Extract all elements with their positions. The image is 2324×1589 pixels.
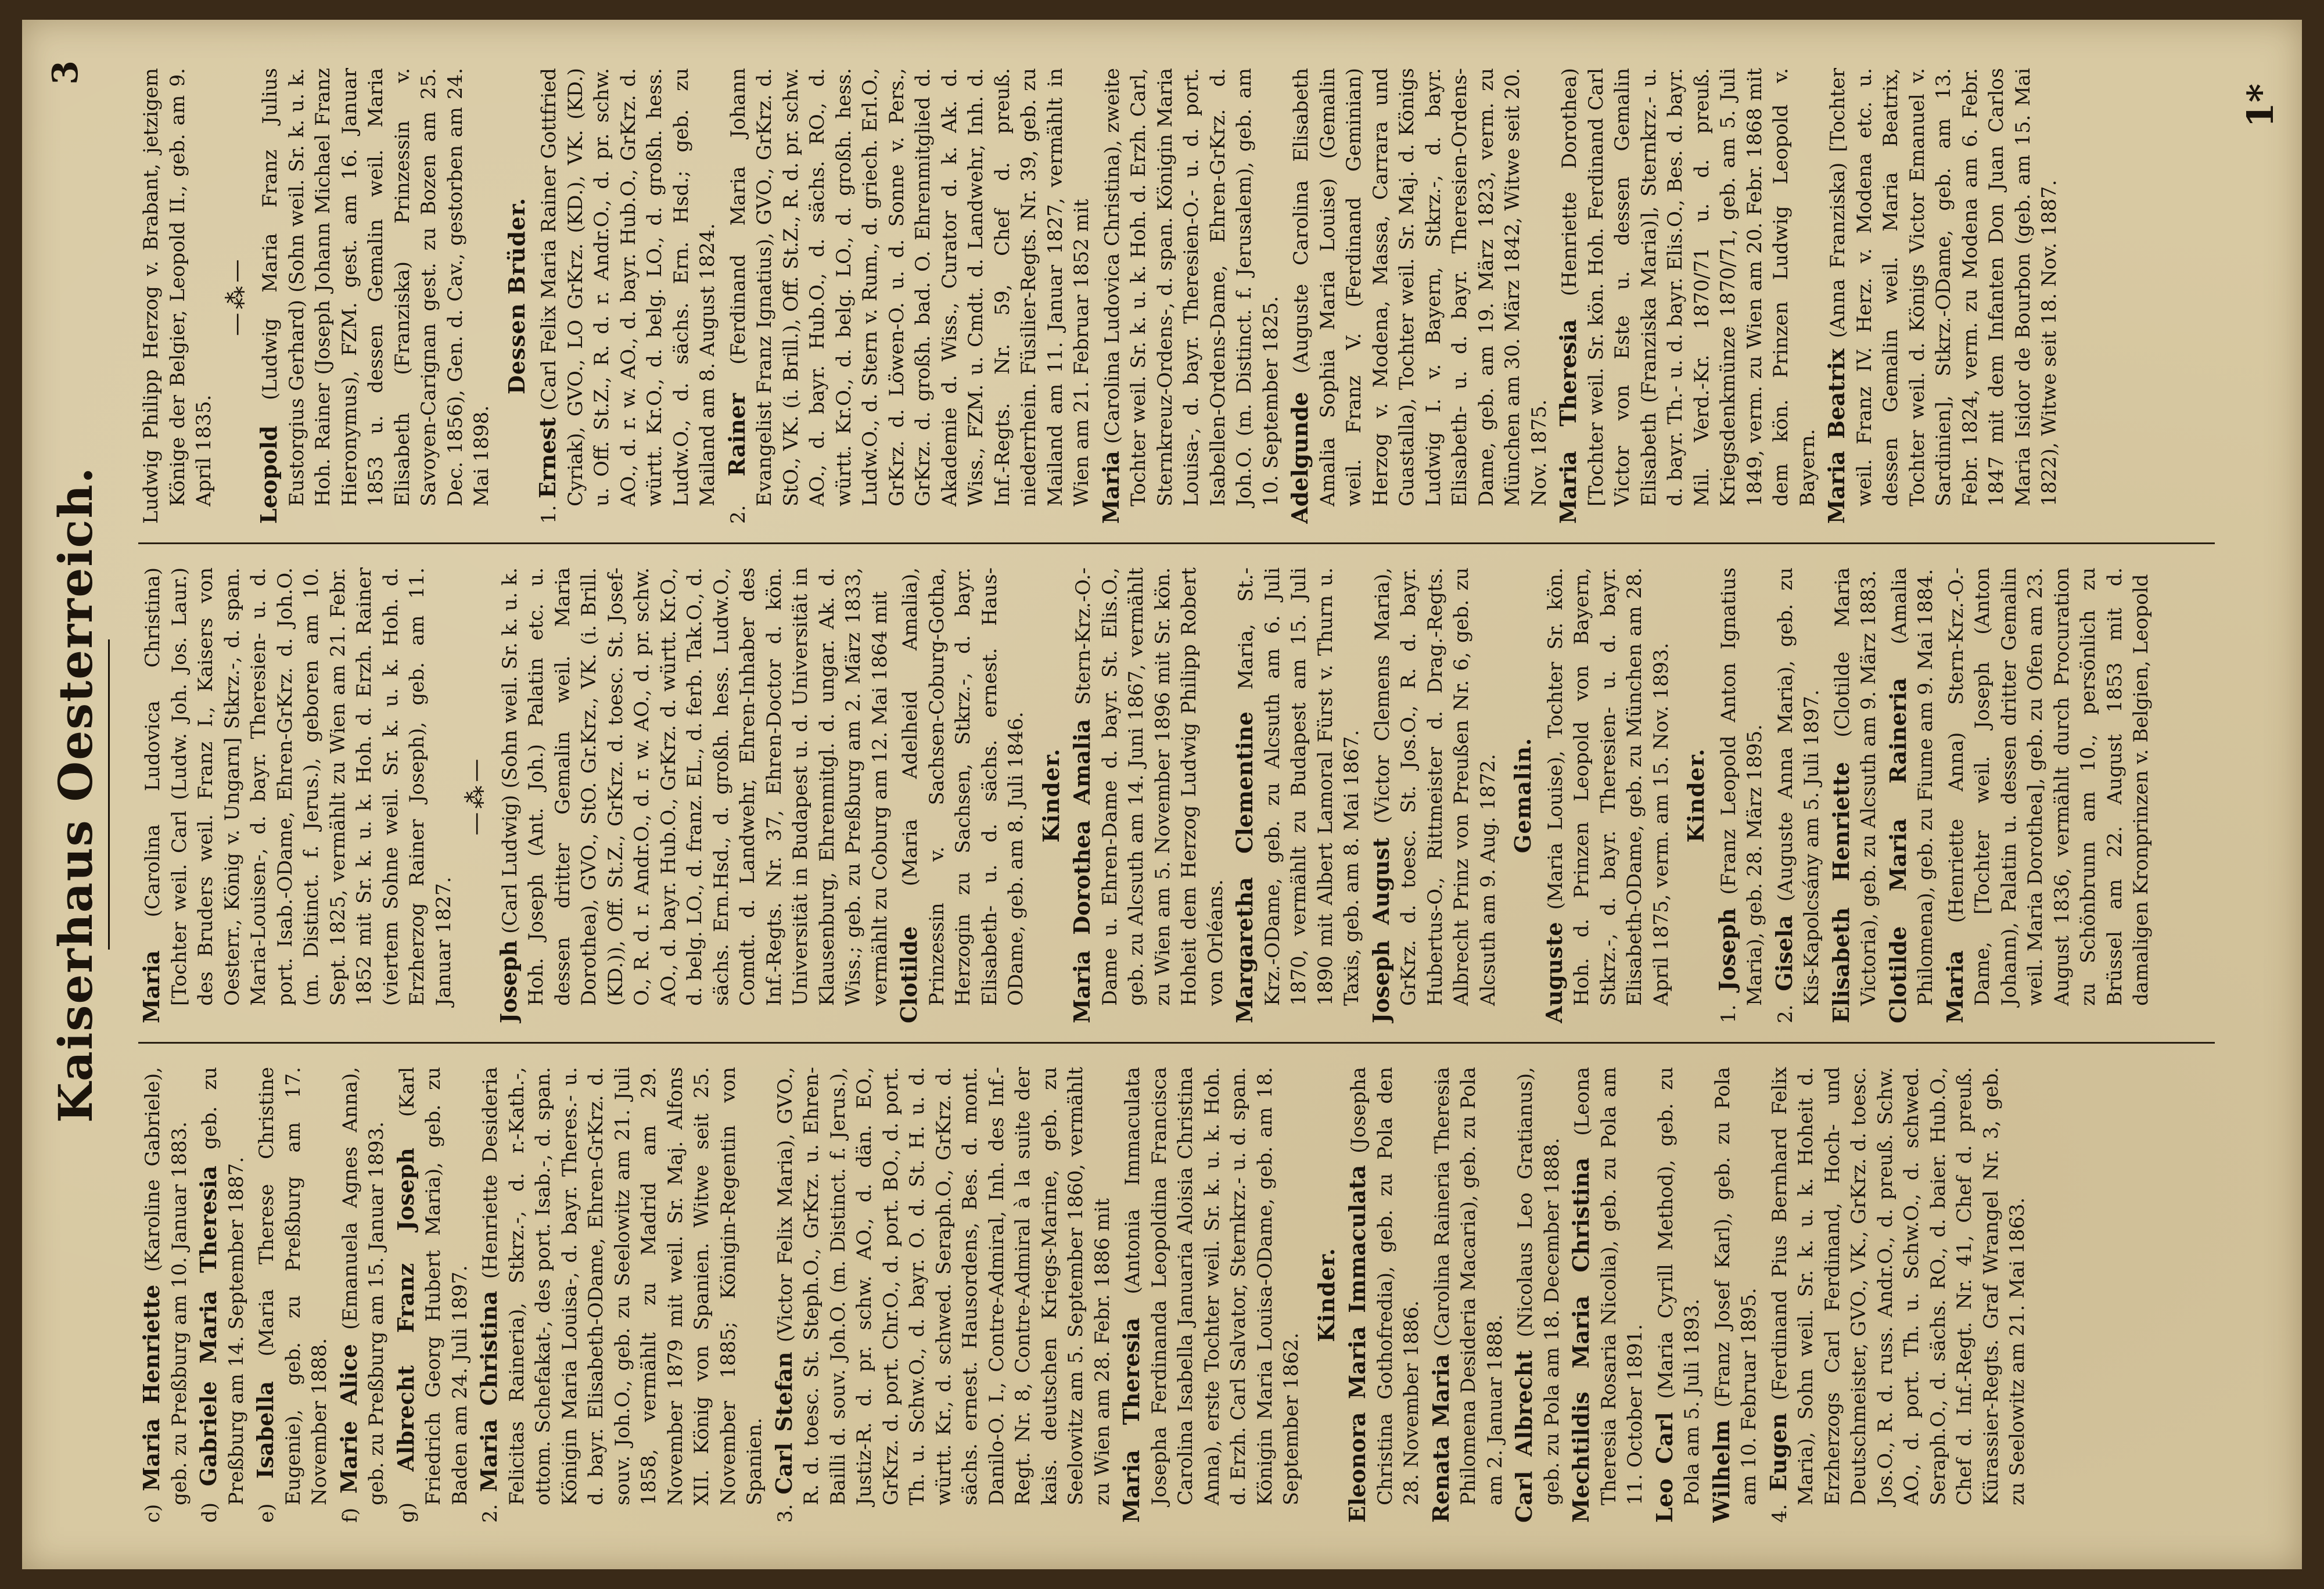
entry-text: Stern-Krz.-O.-Dame u. Ehren-Dame d. bayr. St. Elis.O., geb. zu Alcsuth am 14. Juni 1867, vermählt zu Wien am 5. November 1896 mit Sr. kön. Hoheit dem Herzog Ludwig Philipp Robert von Orléans. [1072, 567, 1227, 1006]
entry-text: (Carl Ludwig) (Sohn weil. Sr. k. u. k. Hoh. Joseph (Ant. Joh.) Palatin etc. u. dessen dritter Gemalin weil. Maria Dorothea), GVO., StO. Gr.Krz., VK. (i. Brill. (KD.)), Off. St.Z., GrKrz. d. toesc. St. Josef-O., R. d. r. Andr.O., d. r. w. AO., d. pr. schw. AO., d. bayr. Hub.O., GrKrz. d. württ. Kr.O., d. belg. LO., d. franz. EL., d. ferb. Tak.O., d. sächs. Ern.Hsd., d. großh. hess. Ludw.O., Comdt. d. Landwehr, Ehren-Inhaber des Inf.-Regts. Nr. 37, Ehren-Doctor d. kön. Universität in Budapest u. d. Universität in Klausenburg, Ehrenmitgl. d. ungar. Ak. d. Wiss.; geb. zu Preßburg am 2. März 1833, vermählt zu Coburg am 12. Mai 1864 mit [498, 567, 892, 1006]
entry-text: (Leona Theresia Rosaria Nicolia), geb. zu Pola am 11. October 1891. [1571, 1067, 1647, 1505]
entry-name: Renata Maria [1427, 1354, 1454, 1523]
page-title: Kaiserhaus Oesterreich. [48, 466, 103, 1123]
signature-mark: 1* [2239, 84, 2282, 128]
entry-name: Eugen [1765, 1412, 1791, 1491]
entry-text: (Karoline Gabriele), geb. zu Preßburg am 10. Januar 1883. [141, 1067, 191, 1505]
genealogy-entry [1714, 567, 1769, 1023]
section-heading: Kinder. [1037, 748, 1064, 843]
entry-name: Maria Dorothea Amalia [1069, 718, 1095, 1023]
entry-text: (Antonia Immaculata Josepha Ferdinanda Leopoldina Francisca Carolina Isabella Januaria Aloisia Christina Anna), erste Tochter weil. Sr. k. u. k. Hoh. d. Erzh. Carl Salvator, Sternkrz.- u. d. span. Königin Maria Louisa-ODame, geb. am 18. September 1862. [1121, 1067, 1303, 1505]
entry-prefix: f) [338, 1508, 362, 1523]
entry-text: (Josepha Christina Gothofredia), geb. zu Pola den 28. November 1886. [1347, 1067, 1423, 1505]
entry-text: (Maria Adelheid Amalia), Prinzessin v. Sachsen-Coburg-Gotha, Herzogin zu Sachsen, Stkrz.-, d. bayr. Elisabeth- u. d. sächs. ernest. Haus-ODame, geb. am 8. Juli 1846. [899, 567, 1028, 1006]
entry-text: (Ferdinand Maria Johann Evangelist Franz Ignatius), GVO., GrKrz. d. StO., VK. (i. Brill.), Off. St.Z., R. d. pr. schw. AO., d. bayr. Hub.O., d. sächs. RO., d. württ. Kr.O., d. belg. LO., d. großh. hess. Ludw.O., d. Stern v. Rum., d. griech. Erl.O., GrKrz. d. Löwen-O. u. d. Sonne v. Pers., GrKrz. d. großh. bad. O. Ehrenmitglied d. Akademie d. Wiss., Curator d. k. Ak. d. Wiss., FZM. u. Cmdt. d. Landwehr, Inh. d. Inf.-Regts. Nr. 59, Chef d. preuß. niederrhein. Füsilier-Regts. Nr. 39, geb. zu Mailand am 11. Januar 1827, vermählt in Wien am 21. Februar 1852 mit [726, 68, 1093, 506]
entry-prefix: g) [395, 1502, 419, 1523]
genealogy-entry [336, 1067, 390, 1523]
genealogy-entry [138, 567, 457, 1023]
genealogy-entry [495, 567, 894, 1023]
genealogy-entry [1511, 1067, 1565, 1523]
entry-text: (Victor Felix Maria), GVO., R. d. toesc. St. Steph.O., GrKrz. u. Ehren-Bailli d. souv. Joh.O. (m. Distinct. f. Jerus.), Justiz-R. d. pr. schw. AO., d. dän. EO., GrKrz. d. port. Chr.O., d. port. BO., d. port. Th. u. Schw.O., d. bayr. O. d. St. H. u. d. württ. Kr., d. schwed. Seraph.O., GrKrz. d. sächs. ernest. Hausordens, Bes. d. mont. Danilo-O. I., Contre-Admiral, Inh. des Inf.-Regt. Nr. 8, Contre-Admiral à la suite der kais. deutschen Kriegs-Marine, geb. zu Seelowitz am 5. September 1860, vermählt zu Wien am 28. Febr. 1886 mit [773, 1067, 1114, 1505]
section-heading: Dessen Brüder. [503, 197, 530, 395]
section-heading: Gemalin. [1510, 737, 1536, 854]
entry-name: Carl Albrecht [1511, 1350, 1537, 1523]
entry-text: (Nicolaus Leo Gratianus), geb. zu Pola am 18. December 1888. [1514, 1067, 1564, 1505]
entry-text: (Carolina Ludovica Christina), zweite Tochter weil. Sr. k. u. k. Hoh. d. Erzh. Carl, Sternkreuz-Ordens-, d. span. Königin Maria Louisa-, d. bayr. Theresien-O.- u. d. port. Isabellen-Ordens-Dame, Ehren-GrKrz. d. Joh.O. (m. Distinct. f. Jerusalem), geb. am 10. September 1825. [1100, 68, 1283, 506]
entry-name: Leo Carl [1651, 1412, 1678, 1523]
ornament-divider: —⁂— [222, 256, 250, 336]
entry-text: (Carolina Raineria Theresia Philomena Desideria Macaria), geb. zu Pola am 2. Januar 1888. [1430, 1067, 1507, 1505]
genealogy-entry [1828, 567, 1883, 1023]
entry-prefix: 1. [537, 505, 561, 524]
entry-name: Isabella [252, 1381, 278, 1479]
entry-name: Maria [138, 950, 164, 1023]
entry-name: Joseph August [1367, 837, 1394, 1023]
entry-text: (Victor Clemens Maria), GrKrz. d. toesc. St. Jos.O., R. d. bayr. Hubertus-O., Rittmeister d. Drag.-Regts. Albrecht Prinz von Preußen Nr. 6, geb. zu Alcsuth am 9. Aug. 1872. [1370, 567, 1500, 1006]
genealogy-entry [534, 68, 721, 524]
entry-prefix: e) [255, 1503, 278, 1523]
entry-text: (Auguste Anna Maria), geb. zu Kis-Kapolcsány am 5. Juli 1897. [1773, 567, 1823, 1006]
entry-name: Maria Theresia [1118, 1317, 1144, 1523]
genealogy-entry [138, 68, 218, 524]
genealogy-entry [195, 1067, 250, 1523]
entry-text: (Anna Franziska) [Tochter weil. Franz IV. Herz. v. Modena etc. u. dessen Gemalin weil. Maria Beatrix, Tochter weil. d. Königs Victor Emanuel v. Sardinien], Stkrz.-ODame, geb. am 13. Febr. 1824, verm. zu Modena am 6. Febr. 1847 mit dem Infanten Don Juan Carlos Maria Isidor de Bourbon (geb. am 15. Mai 1822), Witwe seit 18. Nov. 1887. [1826, 68, 2061, 506]
entry-name: Maria Christina [476, 1290, 502, 1493]
section-heading: Kinder. [1683, 748, 1709, 843]
entry-text: Ludwig Philipp Herzog v. Brabant, jetzigem Könige der Belgier, Leopold II., geb. am 9. April 1835. [139, 68, 215, 524]
entry-prefix: 3. [773, 1504, 797, 1523]
entry-name: Eleonora Maria Immaculata [1344, 1164, 1370, 1523]
entry-prefix: c) [141, 1504, 164, 1523]
entry-text: geb. zu Preßburg am 14. September 1887. [198, 1067, 248, 1505]
section-heading: Kinder. [1313, 1248, 1339, 1342]
entry-name: Maria [1941, 950, 1968, 1023]
entry-text: (Ferdinand Pius Bernhard Felix Maria), Sohn weil. Sr. k. u. k. Hoheit d. Erzherzogs Carl Ferdinand, Hoch- und Deutschmeister, GVO., VK., GrKrz. d. toesc. Jos.O., R. d. russ. Andr.O., d. preuß. Schw. AO., d. port. Th. u. Schw.O., d. schwed. Seraph.O., d. sächs. RO., d. baier. Hub.O., Chef d. Inf.-Regt. Nr. 41, Chef d. preuß. Kürassier-Regts. Graf Wrangel Nr. 3, geb. zu Seelowitz am 21. Mai 1863. [1768, 1067, 2029, 1505]
entry-prefix: 2. [1773, 1004, 1797, 1023]
entry-name: Maria Beatrix [1823, 348, 1849, 524]
genealogy-entry [393, 1067, 474, 1523]
entry-name: Elisabeth Henriette [1827, 761, 1854, 1023]
genealogy-entry [1118, 1067, 1305, 1523]
entry-text: (Auguste Carolina Elisabeth Amalia Sophia Maria Louise) (Gemalin weil. Franz V. (Ferdinand Geminian) Herzog v. Modena, Massa, Carrara und Guastalla), Tochter weil. Sr. Maj. d. Königs Ludwig I. v. Bayern, Stkrz.-, d. bayr. Elisabeth- u. d. bayr. Theresien-Ordens-Dame, geb. am 19. März 1823, verm. zu München am 30. März 1842, Witwe seit 20. Nov. 1875. [1289, 68, 1551, 506]
entry-name: Ernest [534, 417, 561, 499]
entry-text: (Emanuela Agnes Anna), geb. zu Preßburg am 15. Januar 1893. [338, 1067, 388, 1505]
entry-text: (Henriette Dorothea) [Tochter weil. Sr. kön. Hoh. Ferdinand Carl Victor von Este u. dessen Gemalin Elisabeth (Franziska Maria)], Sternkrz.- u. d. bayr. Th.- u. d. bayr. Elis.O., Bes. d. bayr. Mil. Verd.-Kr. 1870/71 u. d. preuß. Kriegsdenkmünze 1870/71, geb. am 5. Juli 1849, verm. zu Wien am 20. Febr. 1868 mit dem kön. Prinzen Ludwig Leopold v. Bayern. [1558, 68, 1819, 506]
genealogy-entry [771, 1067, 1116, 1523]
genealogy-entry [896, 567, 1030, 1023]
title-rule [108, 639, 110, 950]
genealogy-entry [476, 1067, 768, 1523]
entry-text: (Maria Therese Christine Eugenie), geb. zu Preßburg am 17. November 1888. [255, 1067, 331, 1505]
genealogy-entry [1231, 567, 1366, 1023]
page-number: 3 [45, 60, 86, 85]
entry-prefix: d) [198, 1502, 221, 1523]
entry-name: Joseph [495, 940, 522, 1023]
entry-name: Leopold [256, 425, 282, 524]
genealogy-entry [1541, 567, 1675, 1023]
genealogy-entry [1069, 567, 1229, 1023]
entry-text: (Franz Josef Karl), geb. zu Pola am 10. Februar 1895. [1711, 1067, 1761, 1505]
entry-name: Auguste [1540, 922, 1567, 1023]
genealogy-entry [1885, 567, 1939, 1023]
genealogy-entry [724, 68, 1095, 524]
rotated-page-content [22, 20, 2302, 1569]
genealogy-entry [1368, 567, 1502, 1023]
entry-name: Maria Theresia [1555, 319, 1581, 524]
entry-name: Maria Henriette [138, 1284, 164, 1491]
entry-name: Carl Stefan [770, 1351, 797, 1495]
entry-text: (Carl Felix Maria Rainer Gottfried Cyriak), GVO., LO GrKrz. (KD.), VK. (KD.) u. Off. St.Z., R. d. r. Andr.O., d. pr. schw. AO., d. r. w. AO., d. bayr. Hub.O., GrKrz. d. württ. Kr.O., d. belg. LO., d. großh. hess. Ludw.O., d. sächs. Ern. Hsd.; geb. zu Mailand am 8. August 1824. [537, 68, 719, 506]
entry-text: (Maria Cyrill Method), geb. zu Pola am 5. Juli 1893. [1654, 1067, 1704, 1505]
entry-prefix: 2. [479, 1504, 502, 1523]
entry-name: Albrecht Franz Joseph [392, 1148, 419, 1472]
genealogy-entry [1823, 68, 2063, 524]
entry-name: Maria [1097, 451, 1124, 524]
entry-name: Mechtildis Maria Christina [1568, 1157, 1594, 1523]
entry-text: (Carolina Ludovica Christina) [Tochter weil. Carl (Ludw. Joh. Jos. Laur.) des Bruders weil. Franz I., Kaisers von Oesterr., König v. Ungarn] Stkrz.-, d. span. Maria-Louisen-, d. bayr. Theresien- u. d. port. Isab.-ODame, Ehren-GrKrz. d. Joh.O. (m. Distinct. f. Jerus.), geboren am 10. Sept. 1825, vermählt zu Wien am 21. Febr. 1852 mit Sr. k. u. k. Hoh. d. Erzh. Rainer (viertem Sohne weil. Sr. k. u. k. Hoh. d. Erzherzog Rainer Joseph), geb. am 11. Januar 1827. [141, 567, 455, 1006]
entry-text: (Henriette Desideria Felicitas Raineria), Stkrz.-, d. r.-Kath.-, ottom. Schefakat-, des port. Isab.-, d. span. Königin Maria Louisa-, d. bayr. Theres.- u. d. bayr. Elisabeth-ODame, Ehren-GrKrz. d. souv. Joh.O., geb. zu Seelowitz am 21. Juli 1858, vermählt zu Madrid am 29. November 1879 mit weil. Sr. Maj. Alfons XII. König von Spanien. Witwe seit 25. November 1885; Königin-Regentin von Spanien. [479, 1067, 766, 1505]
entry-text: (Henriette Anna) Stern-Krz.-O.-Dame, [Tochter weil. Joseph (Anton Johann), Palatin u. dessen dritter Gemalin weil. Maria Dorothea], geb. zu Ofen am 23. August 1836, vermählt durch Procuration zu Schönbrunn am 10., persönlich zu Brüssel am 22. August 1853 mit d. damaligen Kronprinzen v. Belgien, Leopold [1944, 567, 2153, 1006]
column-3 [138, 68, 2215, 524]
entry-text: Maria, St.-Krz.-ODame, geb. zu Alcsuth am 6. Juli 1870, vermählt zu Budapest am 15. Juli 1890 mit Albert Lamoral Fürst v. Thurn u. Taxis, geb. am 8. Mai 1867. [1234, 567, 1363, 1006]
column-divider-2 [138, 542, 2215, 544]
genealogy-entry [256, 68, 495, 524]
genealogy-entry [1555, 68, 1821, 524]
genealogy-entry [138, 1067, 193, 1523]
entry-name: Gabriele Maria Theresia [195, 1166, 221, 1487]
entry-name: Clotilde Maria Raineria [1884, 677, 1911, 1023]
genealogy-entry [1651, 1067, 1706, 1523]
entry-text: (Amalia Philomena), geb. zu Fiume am 9. Mai 1884. [1887, 567, 1937, 1006]
entry-name: Margaretha Clementine [1231, 711, 1258, 1023]
genealogy-entry [1568, 1067, 1649, 1523]
entry-name: Adelgunde [1287, 391, 1313, 524]
entry-text: (Clotilde Maria Victoria), geb. zu Alcsuth am 9. März 1883. [1830, 567, 1880, 1006]
entry-name: Joseph [1714, 908, 1740, 991]
genealogy-entry [252, 1067, 333, 1523]
entry-text: (Maria Louise), Tochter Sr. kön. Hoh. d. Prinzen Leopold von Bayern, Stkrz.-, d. bayr. Theresien- u. d. bayr. Elisabeth-ODame, geb. zu München am 28. April 1875, verm. am 15. Nov. 1893. [1543, 567, 1673, 1006]
genealogy-entry [1344, 1067, 1425, 1523]
entry-name: Rainer [723, 393, 750, 477]
genealogy-entry [1428, 1067, 1509, 1523]
genealogy-entry [1098, 68, 1285, 524]
column-2 [138, 567, 2215, 1023]
genealogy-entry [1942, 567, 2155, 1023]
genealogy-entry [1287, 68, 1553, 524]
genealogy-entry [1771, 567, 1826, 1023]
entry-name: Marie Alice [335, 1344, 362, 1494]
entry-name: Gisela [1770, 915, 1797, 991]
entry-text: (Karl Friedrich Georg Hubert Maria), geb. zu Baden am 24. Juli 1897. [395, 1067, 472, 1505]
entry-prefix: 2. [726, 505, 750, 524]
column-1 [138, 1067, 2215, 1523]
entry-prefix: 1. [1716, 1004, 1740, 1023]
entry-text: (Ludwig Maria Franz Julius Eustorgius Gerhard) (Sohn weil. Sr. k. u. k. Hoh. Rainer (Joseph Johann Michael Franz Hieronymus), FZM. gest. am 16. Januar 1853 u. dessen Gemalin weil. Maria Elisabeth (Franziska) Prinzessin v. Savoyen-Carignan gest. zu Bozen am 25. Dec. 1856), Gen. d. Cav., gestorben am 24. Mai 1898. [258, 68, 493, 506]
ornament-divider: —⁂— [462, 755, 489, 836]
genealogy-entry [1765, 1067, 2031, 1523]
entry-text: (Franz Leopold Anton Ignatius Maria), geb. 28. März 1895. [1716, 567, 1766, 1006]
entry-name: Wilhelm [1708, 1419, 1734, 1523]
entry-name: Clotilde [896, 926, 922, 1023]
entry-prefix: 4. [1768, 1504, 1791, 1523]
genealogy-entry [1708, 1067, 1763, 1523]
column-divider-1 [138, 1042, 2215, 1044]
